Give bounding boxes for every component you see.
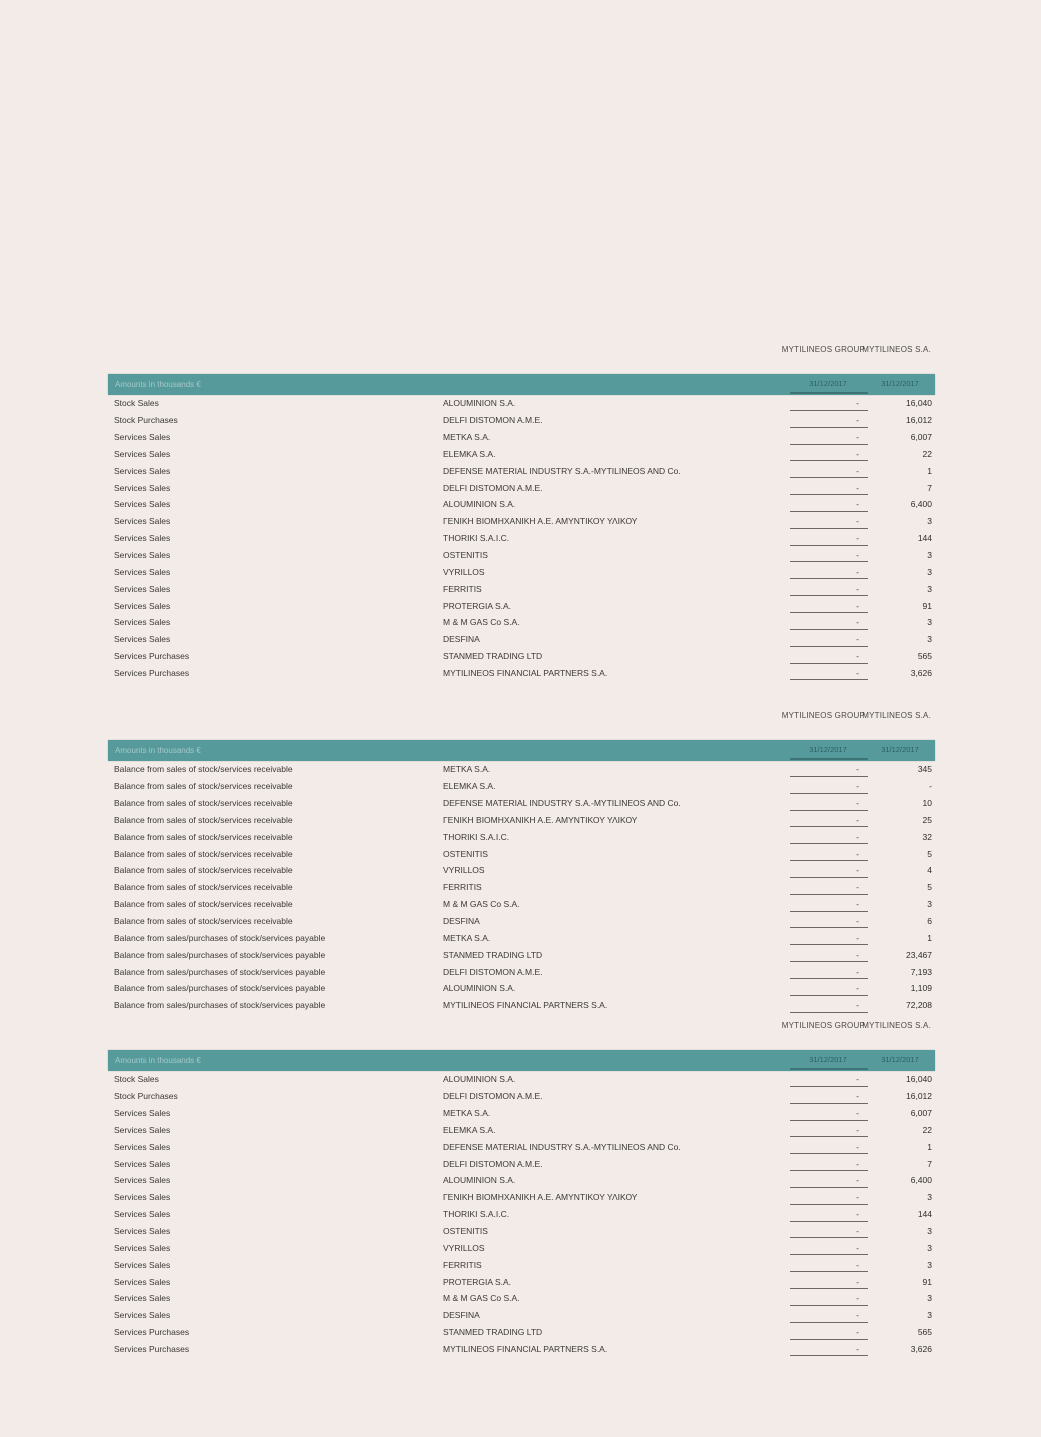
table-row xyxy=(108,845,935,862)
transaction-type: Services Sales xyxy=(114,482,171,493)
table-row xyxy=(108,1256,935,1273)
group-value: - xyxy=(788,862,868,879)
group-value: - xyxy=(788,778,868,795)
company-value: 4 xyxy=(927,865,932,876)
table-rows xyxy=(108,395,935,681)
related-party-name: M & M GAS Co S.A. xyxy=(443,899,520,910)
transaction-type: Balance from sales of stock/services receivable xyxy=(114,781,293,792)
transaction-type: Services Sales xyxy=(114,465,171,476)
table-row xyxy=(108,1172,935,1189)
table-row xyxy=(108,913,935,930)
transaction-type: Services Sales xyxy=(114,1242,171,1253)
group-value: - xyxy=(788,1239,868,1256)
related-party-name: ΓΕΝΙΚΗ ΒΙΟΜΗΧΑΝΙΚΗ Α.Ε. ΑΜΥΝΤΙΚΟΥ ΥΛΙΚΟΥ xyxy=(443,814,638,825)
related-party-name: FERRITIS xyxy=(443,882,482,893)
related-party-name: ELEMKA S.A. xyxy=(443,448,496,459)
group-value: - xyxy=(788,429,868,446)
related-party-name: METKA S.A. xyxy=(443,432,491,443)
company-value: 3 xyxy=(927,1310,932,1321)
company-value: 3 xyxy=(927,899,932,910)
transaction-type: Services Sales xyxy=(114,1276,171,1287)
related-party-name: DESFINA xyxy=(443,916,480,927)
group-value: - xyxy=(788,412,868,429)
company-date-header: 31/12/2017 xyxy=(881,379,919,388)
company-value: 25 xyxy=(922,814,932,825)
related-party-name: OSTENITIS xyxy=(443,550,488,561)
transaction-type: Balance from sales/purchases of stock/services payable xyxy=(114,966,326,977)
table-row xyxy=(108,980,935,997)
company-value: 3 xyxy=(927,1192,932,1203)
table-row xyxy=(108,778,935,795)
group-value: - xyxy=(788,795,868,812)
company-value: 3 xyxy=(927,566,932,577)
group-value: - xyxy=(788,946,868,963)
transaction-type: Services Sales xyxy=(114,516,171,527)
company-value: 3 xyxy=(927,1242,932,1253)
company-date-header: 31/12/2017 xyxy=(881,1055,919,1064)
group-value: - xyxy=(788,879,868,896)
transaction-type: Services Sales xyxy=(114,1192,171,1203)
company-value: 3 xyxy=(927,583,932,594)
group-value: - xyxy=(788,631,868,648)
transaction-type: Services Sales xyxy=(114,432,171,443)
transaction-type: Balance from sales/purchases of stock/services payable xyxy=(114,983,326,994)
company-column-header: MYTILINEOS S.A. xyxy=(862,345,931,354)
company-value: 10 xyxy=(922,798,932,809)
company-date-header: 31/12/2017 xyxy=(881,745,919,754)
table-row xyxy=(108,862,935,879)
column-captions xyxy=(108,345,935,355)
related-party-name: ALOUMINION S.A. xyxy=(443,983,516,994)
group-value: - xyxy=(788,812,868,829)
group-value: - xyxy=(788,395,868,412)
company-value: 3 xyxy=(927,550,932,561)
group-column-header: MYTILINEOS GROUP xyxy=(781,711,865,720)
transaction-type: Services Sales xyxy=(114,1108,171,1119)
table-row xyxy=(108,1206,935,1223)
company-value: 16,040 xyxy=(906,398,932,409)
related-party-name: VYRILLOS xyxy=(443,865,485,876)
transaction-type: Services Sales xyxy=(114,499,171,510)
group-value: - xyxy=(788,845,868,862)
group-value: - xyxy=(788,580,868,597)
company-value: 3 xyxy=(927,1259,932,1270)
transaction-type: Stock Sales xyxy=(114,398,159,409)
column-captions xyxy=(108,1021,935,1031)
group-value: - xyxy=(788,1071,868,1088)
group-value: - xyxy=(788,479,868,496)
column-captions xyxy=(108,711,935,721)
group-value: - xyxy=(788,896,868,913)
related-party-transactions-table-1 xyxy=(108,345,935,681)
transaction-type: Balance from sales/purchases of stock/services payable xyxy=(114,1000,326,1011)
group-value: - xyxy=(788,1273,868,1290)
company-value: 5 xyxy=(927,848,932,859)
related-party-name: DESFINA xyxy=(443,1310,480,1321)
related-party-name: DELFI DISTOMON A.M.E. xyxy=(443,1091,543,1102)
transaction-type: Services Purchases xyxy=(114,1343,190,1354)
table-row xyxy=(108,614,935,631)
table-row xyxy=(108,896,935,913)
table-row xyxy=(108,795,935,812)
group-value: - xyxy=(788,997,868,1014)
related-party-name: ALOUMINION S.A. xyxy=(443,1074,516,1085)
group-date-header: 31/12/2017 xyxy=(809,745,847,754)
group-value: - xyxy=(788,496,868,513)
related-party-name: VYRILLOS xyxy=(443,566,485,577)
group-value: - xyxy=(788,1172,868,1189)
group-date-underline xyxy=(790,758,868,760)
group-value: - xyxy=(788,530,868,547)
company-value: 1 xyxy=(927,932,932,943)
transaction-type: Balance from sales of stock/services receivable xyxy=(114,798,293,809)
table-header-band xyxy=(108,740,935,761)
group-date-header: 31/12/2017 xyxy=(809,1055,847,1064)
table-row xyxy=(108,563,935,580)
group-value: - xyxy=(788,1105,868,1122)
table-row xyxy=(108,462,935,479)
company-value: 7,193 xyxy=(910,966,932,977)
company-value: 23,467 xyxy=(906,949,932,960)
company-value: 1 xyxy=(927,1141,932,1152)
company-value: 565 xyxy=(917,1327,932,1338)
table-row xyxy=(108,828,935,845)
related-party-name: ALOUMINION S.A. xyxy=(443,499,516,510)
company-value: 6,007 xyxy=(910,432,932,443)
table-row xyxy=(108,412,935,429)
related-party-name: DELFI DISTOMON A.M.E. xyxy=(443,482,543,493)
related-party-name: STANMED TRADING LTD xyxy=(443,949,543,960)
related-party-name: M & M GAS Co S.A. xyxy=(443,617,520,628)
group-value: - xyxy=(788,547,868,564)
group-value: - xyxy=(788,1223,868,1240)
transaction-type: Services Sales xyxy=(114,550,171,561)
group-value: - xyxy=(788,1307,868,1324)
transaction-type: Balance from sales of stock/services receivable xyxy=(114,899,293,910)
table-row xyxy=(108,530,935,547)
group-column-header: MYTILINEOS GROUP xyxy=(781,345,865,354)
table-row xyxy=(108,665,935,682)
company-value: 144 xyxy=(917,1209,932,1220)
transaction-type: Services Sales xyxy=(114,617,171,628)
related-party-name: ALOUMINION S.A. xyxy=(443,398,516,409)
amounts-note: Amounts in thousands € xyxy=(115,746,201,755)
table-row xyxy=(108,547,935,564)
company-value: 5 xyxy=(927,882,932,893)
related-party-name: STANMED TRADING LTD xyxy=(443,1327,543,1338)
company-value: - xyxy=(929,781,932,792)
related-party-name: DELFI DISTOMON A.M.E. xyxy=(443,415,543,426)
group-value: - xyxy=(788,1088,868,1105)
table-row xyxy=(108,761,935,778)
related-party-name: ΓΕΝΙΚΗ ΒΙΟΜΗΧΑΝΙΚΗ Α.Ε. ΑΜΥΝΤΙΚΟΥ ΥΛΙΚΟΥ xyxy=(443,516,638,527)
company-value: 1 xyxy=(927,465,932,476)
group-value: - xyxy=(788,963,868,980)
table-row xyxy=(108,513,935,530)
group-value: - xyxy=(788,563,868,580)
table-row xyxy=(108,1324,935,1341)
related-party-name: METKA S.A. xyxy=(443,1108,491,1119)
transaction-type: Services Purchases xyxy=(114,651,190,662)
table-row xyxy=(108,1138,935,1155)
company-value: 72,208 xyxy=(906,1000,932,1011)
related-party-name: THORIKI S.A.I.C. xyxy=(443,1209,510,1220)
related-party-name: OSTENITIS xyxy=(443,1226,488,1237)
group-value: - xyxy=(788,1122,868,1139)
table-row xyxy=(108,648,935,665)
transaction-type: Services Sales xyxy=(114,566,171,577)
group-value: - xyxy=(788,1206,868,1223)
transaction-type: Services Sales xyxy=(114,1226,171,1237)
group-value: - xyxy=(788,1324,868,1341)
company-value: 3,626 xyxy=(910,667,932,678)
group-value: - xyxy=(788,648,868,665)
company-value: 3 xyxy=(927,1293,932,1304)
company-value: 6,400 xyxy=(910,1175,932,1186)
group-value: - xyxy=(788,1155,868,1172)
related-party-name: DELFI DISTOMON A.M.E. xyxy=(443,1158,543,1169)
transaction-type: Services Sales xyxy=(114,1293,171,1304)
related-party-name: VYRILLOS xyxy=(443,1242,485,1253)
related-party-name: METKA S.A. xyxy=(443,932,491,943)
related-party-name: DESFINA xyxy=(443,634,480,645)
company-value: 91 xyxy=(922,1276,932,1287)
transaction-type: Balance from sales of stock/services receivable xyxy=(114,764,293,775)
group-column-header: MYTILINEOS GROUP xyxy=(781,1021,865,1030)
table-header-band xyxy=(108,374,935,395)
transaction-type: Balance from sales of stock/services receivable xyxy=(114,865,293,876)
table-row xyxy=(108,631,935,648)
table-row xyxy=(108,1155,935,1172)
group-value: - xyxy=(788,614,868,631)
group-value: - xyxy=(788,513,868,530)
group-value: - xyxy=(788,761,868,778)
related-party-transactions-table-2 xyxy=(108,1021,935,1357)
table-row xyxy=(108,1071,935,1088)
related-party-name: MYTILINEOS FINANCIAL PARTNERS S.A. xyxy=(443,1343,608,1354)
company-value: 7 xyxy=(927,482,932,493)
table-rows xyxy=(108,1071,935,1357)
group-value: - xyxy=(788,980,868,997)
table-row xyxy=(108,429,935,446)
company-value: 345 xyxy=(917,764,932,775)
company-value: 7 xyxy=(927,1158,932,1169)
transaction-type: Services Sales xyxy=(114,583,171,594)
related-party-name: ELEMKA S.A. xyxy=(443,1124,496,1135)
table-row xyxy=(108,1223,935,1240)
table-row xyxy=(108,929,935,946)
table-row xyxy=(108,1122,935,1139)
transaction-type: Balance from sales of stock/services receivable xyxy=(114,814,293,825)
transaction-type: Services Sales xyxy=(114,1259,171,1270)
group-value: - xyxy=(788,462,868,479)
company-value: 3 xyxy=(927,634,932,645)
group-value: - xyxy=(788,1138,868,1155)
company-value: 91 xyxy=(922,600,932,611)
table-row xyxy=(108,1290,935,1307)
transaction-type: Services Sales xyxy=(114,1158,171,1169)
table-row xyxy=(108,812,935,829)
table-row xyxy=(108,597,935,614)
table-row xyxy=(108,963,935,980)
related-party-name: DEFENSE MATERIAL INDUSTRY S.A.-MYTILINEOS AND Co. xyxy=(443,465,681,476)
related-party-name: THORIKI S.A.I.C. xyxy=(443,831,510,842)
related-party-name: OSTENITIS xyxy=(443,848,488,859)
company-column-header: MYTILINEOS S.A. xyxy=(862,711,931,720)
table-row xyxy=(108,1273,935,1290)
related-party-name: PROTERGIA S.A. xyxy=(443,1276,512,1287)
transaction-type: Services Sales xyxy=(114,1175,171,1186)
group-value: - xyxy=(788,1256,868,1273)
group-value: - xyxy=(788,913,868,930)
transaction-type: Stock Sales xyxy=(114,1074,159,1085)
table-row xyxy=(108,580,935,597)
table-row xyxy=(108,997,935,1014)
transaction-type: Services Sales xyxy=(114,634,171,645)
company-value: 22 xyxy=(922,1124,932,1135)
related-party-name: MYTILINEOS FINANCIAL PARTNERS S.A. xyxy=(443,667,608,678)
related-party-name: FERRITIS xyxy=(443,1259,482,1270)
table-row xyxy=(108,1239,935,1256)
company-value: 22 xyxy=(922,448,932,459)
table-row xyxy=(108,479,935,496)
amounts-note: Amounts in thousands € xyxy=(115,1056,201,1065)
company-value: 6,007 xyxy=(910,1108,932,1119)
table-row xyxy=(108,496,935,513)
related-party-balances-table xyxy=(108,711,935,1014)
table-row xyxy=(108,395,935,412)
company-value: 32 xyxy=(922,831,932,842)
table-rows xyxy=(108,761,935,1014)
company-value: 3,626 xyxy=(910,1343,932,1354)
related-party-name: PROTERGIA S.A. xyxy=(443,600,512,611)
transaction-type: Stock Purchases xyxy=(114,415,178,426)
transaction-type: Services Sales xyxy=(114,1141,171,1152)
company-value: 3 xyxy=(927,617,932,628)
transaction-type: Stock Purchases xyxy=(114,1091,178,1102)
group-value: - xyxy=(788,828,868,845)
transaction-type: Balance from sales/purchases of stock/services payable xyxy=(114,949,326,960)
group-value: - xyxy=(788,1341,868,1358)
transaction-type: Balance from sales of stock/services receivable xyxy=(114,831,293,842)
transaction-type: Services Sales xyxy=(114,533,171,544)
group-value: - xyxy=(788,665,868,682)
company-value: 6,400 xyxy=(910,499,932,510)
transaction-type: Balance from sales/purchases of stock/services payable xyxy=(114,932,326,943)
transaction-type: Balance from sales of stock/services receivable xyxy=(114,882,293,893)
transaction-type: Services Purchases xyxy=(114,667,190,678)
group-value: - xyxy=(788,1189,868,1206)
related-party-name: ALOUMINION S.A. xyxy=(443,1175,516,1186)
table-row xyxy=(108,946,935,963)
related-party-name: ΓΕΝΙΚΗ ΒΙΟΜΗΧΑΝΙΚΗ Α.Ε. ΑΜΥΝΤΙΚΟΥ ΥΛΙΚΟΥ xyxy=(443,1192,638,1203)
transaction-type: Services Sales xyxy=(114,600,171,611)
related-party-name: DEFENSE MATERIAL INDUSTRY S.A.-MYTILINEOS AND Co. xyxy=(443,798,681,809)
table-row xyxy=(108,1341,935,1358)
related-party-name: THORIKI S.A.I.C. xyxy=(443,533,510,544)
transaction-type: Balance from sales of stock/services receivable xyxy=(114,848,293,859)
transaction-type: Services Sales xyxy=(114,448,171,459)
group-value: - xyxy=(788,1290,868,1307)
transaction-type: Services Sales xyxy=(114,1124,171,1135)
company-value: 3 xyxy=(927,516,932,527)
table-header-band xyxy=(108,1050,935,1071)
related-party-name: FERRITIS xyxy=(443,583,482,594)
related-party-name: M & M GAS Co S.A. xyxy=(443,1293,520,1304)
group-value: - xyxy=(788,929,868,946)
company-value: 16,040 xyxy=(906,1074,932,1085)
related-party-name: DEFENSE MATERIAL INDUSTRY S.A.-MYTILINEOS AND Co. xyxy=(443,1141,681,1152)
group-value: - xyxy=(788,446,868,463)
company-value: 1,109 xyxy=(910,983,932,994)
group-date-underline xyxy=(790,1068,868,1070)
transaction-type: Balance from sales of stock/services receivable xyxy=(114,916,293,927)
table-row xyxy=(108,1088,935,1105)
company-value: 565 xyxy=(917,651,932,662)
table-row xyxy=(108,1105,935,1122)
group-date-underline xyxy=(790,392,868,394)
table-row xyxy=(108,879,935,896)
transaction-type: Services Purchases xyxy=(114,1327,190,1338)
transaction-type: Services Sales xyxy=(114,1209,171,1220)
table-row xyxy=(108,446,935,463)
company-value: 16,012 xyxy=(906,415,932,426)
related-party-name: STANMED TRADING LTD xyxy=(443,651,543,662)
company-value: 6 xyxy=(927,916,932,927)
amounts-note: Amounts in thousands € xyxy=(115,380,201,389)
company-column-header: MYTILINEOS S.A. xyxy=(862,1021,931,1030)
company-value: 16,012 xyxy=(906,1091,932,1102)
table-row xyxy=(108,1189,935,1206)
related-party-name: ELEMKA S.A. xyxy=(443,781,496,792)
related-party-name: METKA S.A. xyxy=(443,764,491,775)
group-value: - xyxy=(788,597,868,614)
transaction-type: Services Sales xyxy=(114,1310,171,1321)
table-row xyxy=(108,1307,935,1324)
related-party-name: MYTILINEOS FINANCIAL PARTNERS S.A. xyxy=(443,1000,608,1011)
group-date-header: 31/12/2017 xyxy=(809,379,847,388)
company-value: 3 xyxy=(927,1226,932,1237)
company-value: 144 xyxy=(917,533,932,544)
related-party-name: DELFI DISTOMON A.M.E. xyxy=(443,966,543,977)
